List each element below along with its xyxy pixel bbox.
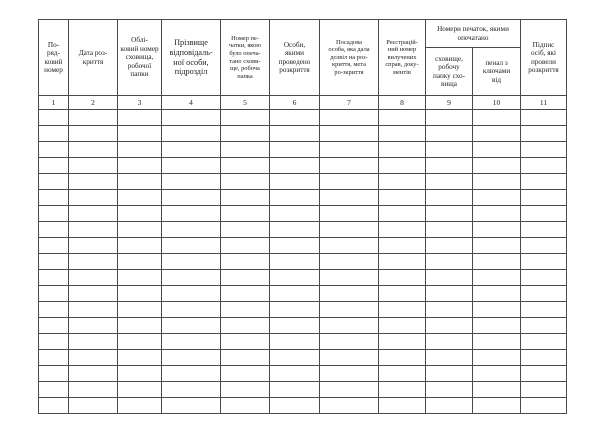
table-cell[interactable] (39, 398, 69, 414)
table-cell[interactable] (379, 382, 426, 398)
table-cell[interactable] (162, 158, 221, 174)
table-cell[interactable] (473, 126, 521, 142)
table-cell[interactable] (221, 158, 270, 174)
table-cell[interactable] (221, 398, 270, 414)
table-cell[interactable] (473, 174, 521, 190)
table-cell[interactable] (320, 206, 379, 222)
col-header-serial-number: По- ряд- ковий номер (39, 20, 69, 96)
table-cell[interactable] (162, 254, 221, 270)
table-cell[interactable] (521, 190, 567, 206)
table-cell[interactable] (320, 382, 379, 398)
table-cell[interactable] (379, 110, 426, 126)
table-cell[interactable] (270, 286, 320, 302)
table-cell[interactable] (320, 238, 379, 254)
table-cell[interactable] (426, 350, 473, 366)
table-cell[interactable] (39, 206, 69, 222)
table-row (39, 158, 567, 174)
table-cell[interactable] (221, 126, 270, 142)
table-cell[interactable] (521, 206, 567, 222)
table-cell[interactable] (118, 254, 162, 270)
table-cell[interactable] (426, 302, 473, 318)
table-cell[interactable] (521, 174, 567, 190)
table-cell[interactable] (69, 126, 118, 142)
table-cell[interactable] (39, 254, 69, 270)
table-row (39, 174, 567, 190)
table-row (39, 270, 567, 286)
table-cell[interactable] (426, 190, 473, 206)
table-cell[interactable] (320, 110, 379, 126)
table-cell[interactable] (270, 126, 320, 142)
table-row (39, 110, 567, 126)
table-cell[interactable] (39, 174, 69, 190)
table-cell[interactable] (320, 158, 379, 174)
table-cell[interactable] (473, 110, 521, 126)
table-cell[interactable] (379, 254, 426, 270)
table-cell[interactable] (118, 398, 162, 414)
table-cell[interactable] (69, 286, 118, 302)
col-number: 7 (320, 96, 379, 110)
table-cell[interactable] (39, 142, 69, 158)
table-cell[interactable] (473, 398, 521, 414)
table-cell[interactable] (69, 366, 118, 382)
table-cell[interactable] (69, 190, 118, 206)
col-number: 6 (270, 96, 320, 110)
table-cell[interactable] (39, 110, 69, 126)
table-cell[interactable] (270, 206, 320, 222)
col-number: 3 (118, 96, 162, 110)
table-cell[interactable] (221, 350, 270, 366)
table-cell[interactable] (69, 318, 118, 334)
col-header-opened-by: Особи, якими проведено розкриття (270, 20, 320, 96)
table-cell[interactable] (320, 190, 379, 206)
table-cell[interactable] (69, 382, 118, 398)
table-row (39, 190, 567, 206)
table-cell[interactable] (426, 398, 473, 414)
table-cell[interactable] (473, 190, 521, 206)
col-number: 4 (162, 96, 221, 110)
table-cell[interactable] (69, 222, 118, 238)
table-cell[interactable] (221, 334, 270, 350)
table-cell[interactable] (270, 174, 320, 190)
table-cell[interactable] (162, 174, 221, 190)
table-cell[interactable] (521, 350, 567, 366)
table-cell[interactable] (379, 270, 426, 286)
table-row (39, 142, 567, 158)
table-cell[interactable] (320, 366, 379, 382)
table-cell[interactable] (270, 110, 320, 126)
table-cell[interactable] (221, 142, 270, 158)
table-cell[interactable] (379, 318, 426, 334)
table-cell[interactable] (379, 126, 426, 142)
table-cell[interactable] (221, 190, 270, 206)
table-cell[interactable] (270, 398, 320, 414)
table-cell[interactable] (521, 366, 567, 382)
table-cell[interactable] (426, 126, 473, 142)
col-header-authorizing-official: Посадова особа, яка дала дозвіл на роз- криття, мета ро-зкриття (320, 20, 379, 96)
col-header-seal-number: Номер пе- чатки, якою було опеча- тано схови- ще, робоча папка (221, 20, 270, 96)
table-cell[interactable] (162, 222, 221, 238)
table-cell[interactable] (473, 206, 521, 222)
table-cell[interactable] (118, 382, 162, 398)
table-cell[interactable] (379, 206, 426, 222)
table-cell[interactable] (39, 286, 69, 302)
table-row (39, 238, 567, 254)
table-cell[interactable] (473, 318, 521, 334)
table-row (39, 126, 567, 142)
table-cell[interactable] (473, 254, 521, 270)
table-cell[interactable] (320, 302, 379, 318)
table-cell[interactable] (426, 222, 473, 238)
table-cell[interactable] (118, 158, 162, 174)
table-cell[interactable] (521, 286, 567, 302)
table-cell[interactable] (379, 366, 426, 382)
table-cell[interactable] (379, 334, 426, 350)
table-cell[interactable] (118, 174, 162, 190)
table-cell[interactable] (39, 350, 69, 366)
table-cell[interactable] (221, 254, 270, 270)
table-cell[interactable] (221, 382, 270, 398)
table-cell[interactable] (270, 142, 320, 158)
table-cell[interactable] (69, 174, 118, 190)
table-cell[interactable] (473, 334, 521, 350)
table-cell[interactable] (426, 174, 473, 190)
table-cell[interactable] (473, 270, 521, 286)
table-cell[interactable] (473, 350, 521, 366)
table-cell[interactable] (473, 382, 521, 398)
table-cell[interactable] (118, 302, 162, 318)
table-cell[interactable] (118, 206, 162, 222)
col-header-signature: Підпис осіб, які провели розкриття (521, 20, 567, 96)
table-cell[interactable] (39, 126, 69, 142)
table-cell[interactable] (379, 190, 426, 206)
table-cell[interactable] (69, 158, 118, 174)
table-cell[interactable] (162, 270, 221, 286)
table-cell[interactable] (221, 174, 270, 190)
table-cell[interactable] (118, 110, 162, 126)
table-cell[interactable] (270, 238, 320, 254)
table-cell[interactable] (379, 142, 426, 158)
table-cell[interactable] (379, 350, 426, 366)
table-cell[interactable] (521, 238, 567, 254)
table-cell[interactable] (162, 302, 221, 318)
col-number: 2 (69, 96, 118, 110)
table-cell[interactable] (162, 350, 221, 366)
table-cell[interactable] (118, 334, 162, 350)
table-cell[interactable] (320, 126, 379, 142)
table-cell[interactable] (379, 158, 426, 174)
table-cell[interactable] (473, 238, 521, 254)
table-cell[interactable] (426, 366, 473, 382)
table-cell[interactable] (521, 126, 567, 142)
table-cell[interactable] (221, 318, 270, 334)
table-cell[interactable] (39, 158, 69, 174)
table-cell[interactable] (270, 318, 320, 334)
table-cell[interactable] (521, 158, 567, 174)
table-cell[interactable] (221, 222, 270, 238)
table-cell[interactable] (69, 254, 118, 270)
table-cell[interactable] (426, 286, 473, 302)
table-cell[interactable] (521, 254, 567, 270)
table-cell[interactable] (320, 254, 379, 270)
table-cell[interactable] (118, 318, 162, 334)
table-cell[interactable] (426, 318, 473, 334)
table-cell[interactable] (320, 350, 379, 366)
table-cell[interactable] (118, 238, 162, 254)
table-cell[interactable] (69, 110, 118, 126)
table-cell[interactable] (221, 302, 270, 318)
table-cell[interactable] (162, 334, 221, 350)
table-cell[interactable] (270, 158, 320, 174)
table-cell[interactable] (426, 382, 473, 398)
table-cell[interactable] (320, 174, 379, 190)
table-cell[interactable] (39, 222, 69, 238)
table-cell[interactable] (521, 382, 567, 398)
table-cell[interactable] (69, 206, 118, 222)
table-cell[interactable] (270, 366, 320, 382)
table-cell[interactable] (379, 222, 426, 238)
table-cell[interactable] (521, 334, 567, 350)
table-cell[interactable] (39, 302, 69, 318)
table-cell[interactable] (39, 238, 69, 254)
table-cell[interactable] (39, 382, 69, 398)
col-header-responsible-person: Прізвище відповідаль- ної особи, підрозділ (162, 20, 221, 96)
table-cell[interactable] (426, 142, 473, 158)
table-cell[interactable] (320, 334, 379, 350)
table-cell[interactable] (379, 302, 426, 318)
table-cell[interactable] (379, 398, 426, 414)
table-cell[interactable] (39, 190, 69, 206)
table-row (39, 302, 567, 318)
table-cell[interactable] (320, 270, 379, 286)
table-cell[interactable] (162, 110, 221, 126)
table-cell[interactable] (426, 158, 473, 174)
table-cell[interactable] (221, 366, 270, 382)
table-row (39, 222, 567, 238)
table-cell[interactable] (379, 238, 426, 254)
table-cell[interactable] (521, 302, 567, 318)
table-cell[interactable] (426, 206, 473, 222)
table-cell[interactable] (270, 334, 320, 350)
table-cell[interactable] (118, 366, 162, 382)
table-cell[interactable] (69, 238, 118, 254)
col-number: 5 (221, 96, 270, 110)
table-cell[interactable] (320, 222, 379, 238)
table-cell[interactable] (118, 350, 162, 366)
table-row (39, 286, 567, 302)
table-cell[interactable] (162, 206, 221, 222)
table-row (39, 382, 567, 398)
register-body (39, 110, 567, 414)
table-cell[interactable] (473, 366, 521, 382)
table-row (39, 334, 567, 350)
table-row (39, 366, 567, 382)
table-cell[interactable] (379, 174, 426, 190)
table-cell[interactable] (39, 318, 69, 334)
table-cell[interactable] (162, 190, 221, 206)
table-cell[interactable] (221, 286, 270, 302)
table-cell[interactable] (521, 142, 567, 158)
table-cell[interactable] (118, 270, 162, 286)
table-cell[interactable] (118, 126, 162, 142)
table-cell[interactable] (320, 142, 379, 158)
table-cell[interactable] (270, 254, 320, 270)
table-cell[interactable] (270, 350, 320, 366)
table-cell[interactable] (473, 142, 521, 158)
table-cell[interactable] (521, 110, 567, 126)
table-cell[interactable] (521, 222, 567, 238)
table-row (39, 350, 567, 366)
table-cell[interactable] (379, 286, 426, 302)
table-cell[interactable] (162, 398, 221, 414)
table-cell[interactable] (426, 238, 473, 254)
table-cell[interactable] (69, 270, 118, 286)
table-cell[interactable] (118, 142, 162, 158)
table-cell[interactable] (162, 238, 221, 254)
table-cell[interactable] (270, 190, 320, 206)
col-number: 1 (39, 96, 69, 110)
table-row (39, 254, 567, 270)
table-cell[interactable] (473, 158, 521, 174)
table-cell[interactable] (221, 110, 270, 126)
table-cell[interactable] (39, 334, 69, 350)
table-row (39, 318, 567, 334)
table-cell[interactable] (162, 366, 221, 382)
table-cell[interactable] (162, 382, 221, 398)
opening-register-table (38, 19, 567, 414)
table-cell[interactable] (221, 270, 270, 286)
table-cell[interactable] (69, 142, 118, 158)
col-header-storage-seal: сховище, робочу папку схо- вища (426, 48, 473, 96)
table-cell[interactable] (118, 190, 162, 206)
table-cell[interactable] (39, 270, 69, 286)
table-cell[interactable] (521, 270, 567, 286)
table-cell[interactable] (473, 302, 521, 318)
table-cell[interactable] (473, 222, 521, 238)
col-header-registration-number: Реєстрацій- ний номер вилучених справ, доку- ментів (379, 20, 426, 96)
table-cell[interactable] (69, 350, 118, 366)
table-cell[interactable] (270, 302, 320, 318)
table-cell[interactable] (521, 398, 567, 414)
table-cell[interactable] (320, 318, 379, 334)
table-cell[interactable] (270, 382, 320, 398)
table-cell[interactable] (521, 318, 567, 334)
table-cell[interactable] (320, 398, 379, 414)
col-number: 10 (473, 96, 521, 110)
col-header-storage-account-number: Облі- ковий номер сховища, робочої папки (118, 20, 162, 96)
table-cell[interactable] (162, 286, 221, 302)
table-cell[interactable] (320, 286, 379, 302)
col-number: 8 (379, 96, 426, 110)
table-cell[interactable] (221, 206, 270, 222)
table-cell[interactable] (426, 110, 473, 126)
col-header-key-case-seal: пенал з ключами від (473, 48, 521, 96)
table-row (39, 206, 567, 222)
table-row (39, 398, 567, 414)
table-cell[interactable] (270, 222, 320, 238)
table-cell[interactable] (118, 286, 162, 302)
table-cell[interactable] (270, 270, 320, 286)
col-number: 9 (426, 96, 473, 110)
table-cell[interactable] (162, 318, 221, 334)
table-cell[interactable] (426, 270, 473, 286)
col-number: 11 (521, 96, 567, 110)
col-group-header-seal-numbers: Номери печаток, якими опечатано (426, 20, 521, 48)
table-cell[interactable] (221, 238, 270, 254)
table-cell[interactable] (69, 302, 118, 318)
journal-sheet (38, 19, 567, 414)
table-cell[interactable] (426, 334, 473, 350)
table-cell[interactable] (426, 254, 473, 270)
table-cell[interactable] (118, 222, 162, 238)
table-cell[interactable] (39, 366, 69, 382)
table-cell[interactable] (69, 334, 118, 350)
table-cell[interactable] (69, 398, 118, 414)
table-cell[interactable] (162, 142, 221, 158)
table-cell[interactable] (473, 286, 521, 302)
table-cell[interactable] (162, 126, 221, 142)
col-header-opening-date: Дата роз- криття (69, 20, 118, 96)
